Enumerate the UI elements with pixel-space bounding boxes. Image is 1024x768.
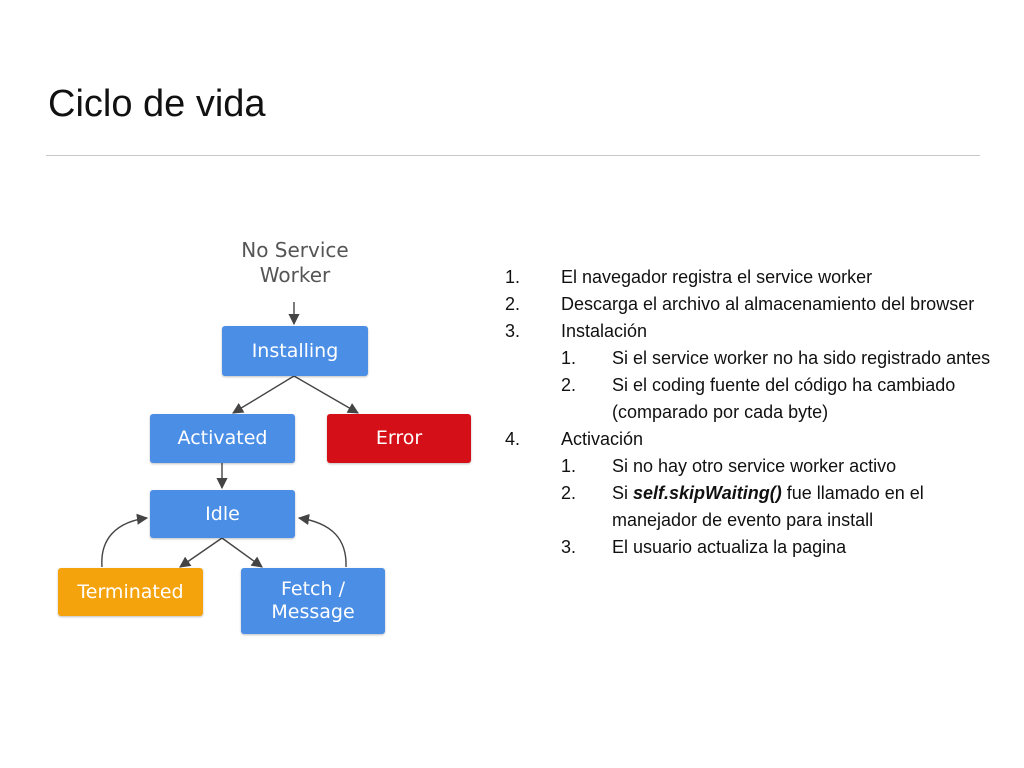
node-fetch-message-line-1: Fetch / [281,578,345,601]
substep-text: Si el coding fuente del código ha cambiado (comparado por cada byte) [612,375,956,422]
substep-number: 2. [561,483,577,503]
step-text: Instalación [561,321,648,341]
arrow-installing-to-error [294,376,358,413]
step-2 [505,291,1005,318]
step-number: 1. [505,267,521,287]
substep-number: 3. [561,537,577,557]
step-text: Activación [561,429,644,449]
node-terminated: Terminated [58,568,203,616]
step-4-sub-3 [505,534,1005,561]
step-4-sub-1 [505,453,1005,480]
substep-number: 1. [561,348,577,368]
step-3-sub-1 [505,345,1005,372]
code-snippet: self.skipWaiting() [633,483,782,503]
slide-title: Ciclo de vida [48,83,266,125]
substep-text: Si el service worker no ha sido registrado antes [612,348,991,368]
node-installing: Installing [222,326,368,376]
step-4-sub-2 [505,480,1005,534]
substep-number: 1. [561,456,577,476]
node-idle: Idle [150,490,295,538]
substep-number: 2. [561,375,577,395]
arrow-installing-to-activated [233,376,294,413]
step-text: Descarga el archivo al almacenamiento del browser [561,294,975,314]
step-1 [505,264,1005,291]
step-number: 4. [505,429,521,449]
lifecycle-steps-list [505,264,1005,561]
arrow-fetch-to-idle [299,518,346,567]
substep-text: El usuario actualiza la pagina [612,537,847,557]
step-number: 3. [505,321,521,341]
step-3 [505,318,1005,345]
arrow-idle-to-fetch [222,538,262,567]
step-text: El navegador registra el service worker [561,267,873,287]
substep-text: Si no hay otro service worker activo [612,456,897,476]
step-4 [505,426,1005,453]
substep-text [612,480,1005,534]
node-activated: Activated [150,414,295,463]
step-3-sub-2 [505,372,1005,426]
start-state-line-2: Worker [259,263,331,287]
node-fetch-message-line-2: Message [271,601,355,623]
substep-text-post: fue llamado en el manejador de evento para install [612,483,924,530]
node-fetch-message [241,568,385,634]
node-error: Error [327,414,471,463]
substep-text-pre: Si [612,483,634,503]
arrow-terminated-to-idle [102,518,147,567]
arrow-idle-to-terminated [180,538,222,567]
start-state-line-1: No Service [241,238,349,262]
step-number: 2. [505,294,521,314]
